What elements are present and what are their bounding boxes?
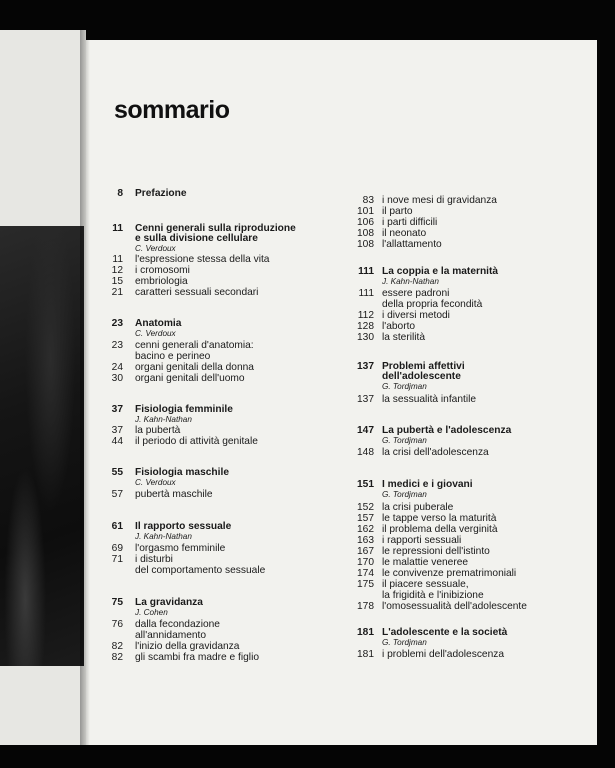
chapter-title: Prefazione (135, 188, 187, 199)
section-title: l'inizio della gravidanza (135, 641, 240, 652)
section-title: il piacere sessuale, (382, 579, 469, 590)
page-number: 151 (357, 479, 374, 490)
page-number: 111 (358, 288, 374, 299)
page-number: 11 (112, 223, 123, 234)
page-number: 175 (357, 579, 374, 590)
page-number: 23 (111, 318, 123, 329)
section-title: all'annidamento (135, 630, 207, 641)
section-title: il periodo di attività genitale (135, 436, 258, 447)
section-title: pubertà maschile (135, 489, 213, 500)
section-title: i parti difficili (382, 217, 438, 228)
page-number: 112 (357, 310, 374, 321)
section-title: la sterilità (382, 332, 426, 343)
page-number: 75 (111, 597, 123, 608)
section-title: l'allattamento (382, 239, 442, 250)
section-title: organi genitali dell'uomo (135, 373, 245, 384)
author-name: J. Kahn-Nathan (135, 415, 192, 424)
section-title: il neonato (382, 228, 427, 239)
page-number: 181 (357, 649, 374, 660)
chapter-title: La gravidanza (135, 597, 203, 608)
section-title: l'espressione stessa della vita (135, 254, 270, 265)
author-name: G. Tordjman (382, 436, 427, 445)
section-title: dalla fecondazione (135, 619, 220, 630)
author-name: G. Tordjman (382, 638, 427, 647)
left-page-photo (0, 226, 84, 666)
author-name: C. Verdoux (135, 329, 176, 338)
chapter-title: dell'adolescente (382, 371, 461, 382)
section-title: i cromosomi (135, 265, 190, 276)
chapter-title: Fisiologia femminile (135, 404, 233, 415)
page-number: 152 (357, 502, 374, 513)
chapter-title: La pubertà e l'adolescenza (382, 425, 512, 436)
page-number: 76 (111, 619, 123, 630)
chapter-title: Fisiologia maschile (135, 467, 229, 478)
section-title: della propria fecondità (382, 299, 483, 310)
section-title: le malattie veneree (382, 557, 469, 568)
section-title: i diversi metodi (382, 310, 450, 321)
page-number: 37 (111, 425, 123, 436)
section-title: essere padroni (382, 288, 450, 299)
page-number: 24 (111, 362, 123, 373)
chapter-title: Il rapporto sessuale (135, 521, 232, 532)
page-number: 162 (357, 524, 374, 535)
section-title: il problema della verginità (382, 524, 498, 535)
section-title: embriologia (135, 276, 188, 287)
page-number: 111 (358, 266, 374, 277)
section-title: la crisi puberale (382, 502, 454, 513)
section-title: l'omosessualità dell'adolescente (382, 601, 527, 612)
section-title: del comportamento sessuale (135, 565, 266, 576)
page-number: 147 (357, 425, 374, 436)
page-number: 157 (357, 513, 374, 524)
section-title: le convivenze prematrimoniali (382, 568, 517, 579)
page-number: 8 (117, 188, 123, 199)
author-name: G. Tordjman (382, 382, 427, 391)
chapter-title: Cenni generali sulla riproduzione (135, 223, 296, 234)
chapter-title: e sulla divisione cellulare (135, 233, 258, 244)
section-title: caratteri sessuali secondari (135, 287, 259, 298)
section-title: bacino e perineo (135, 351, 211, 362)
author-name: J. Cohen (135, 608, 168, 617)
page-number: 163 (357, 535, 374, 546)
page-title: sommario (114, 96, 230, 124)
section-title: le tappe verso la maturità (382, 513, 497, 524)
page-number: 108 (357, 239, 374, 250)
section-title: i rapporti sessuali (382, 535, 462, 546)
chapter-title: L'adolescente e la società (382, 627, 508, 638)
page-number: 128 (357, 321, 374, 332)
page-number: 61 (111, 521, 123, 532)
page-number: 130 (357, 332, 374, 343)
section-title: i disturbi (135, 554, 173, 565)
page-number: 174 (357, 568, 374, 579)
book-gutter (80, 30, 90, 745)
section-title: la crisi dell'adolescenza (382, 447, 489, 458)
chapter-title: Problemi affettivi (382, 361, 465, 372)
section-title: la frigidità e l'inibizione (382, 590, 484, 601)
section-title: i problemi dell'adolescenza (382, 649, 505, 660)
page-number: 44 (111, 436, 123, 447)
author-name: J. Kahn-Nathan (135, 532, 192, 541)
section-title: la sessualità infantile (382, 394, 477, 405)
page-number: 181 (357, 627, 374, 638)
page-number: 148 (357, 447, 374, 458)
page-number: 57 (111, 489, 123, 500)
page-number: 83 (362, 195, 374, 206)
page-number: 82 (111, 641, 123, 652)
page-number: 69 (111, 543, 123, 554)
author-name: J. Kahn-Nathan (382, 277, 439, 286)
section-title: i nove mesi di gravidanza (382, 195, 497, 206)
page-number: 55 (111, 467, 123, 478)
page-number: 106 (357, 217, 374, 228)
section-title: le repressioni dell'istinto (382, 546, 490, 557)
page-number: 30 (111, 373, 123, 384)
author-name: G. Tordjman (382, 490, 427, 499)
page-number: 21 (111, 287, 123, 298)
page-number: 23 (111, 340, 123, 351)
page-number: 170 (357, 557, 374, 568)
chapter-title: La coppia e la maternità (382, 266, 499, 277)
section-title: cenni generali d'anatomia: (135, 340, 254, 351)
section-title: l'orgasmo femminile (135, 543, 226, 554)
section-title: organi genitali della donna (135, 362, 254, 373)
page-number: 101 (357, 206, 374, 217)
page-number: 178 (357, 601, 374, 612)
section-title: gli scambi fra madre e figlio (135, 652, 259, 663)
page-number: 137 (357, 361, 374, 372)
page-number: 11 (112, 254, 123, 265)
page-number: 15 (111, 276, 123, 287)
page-number: 71 (111, 554, 123, 565)
section-title: la pubertà (135, 425, 181, 436)
page-number: 167 (357, 546, 374, 557)
section-title: l'aborto (382, 321, 416, 332)
author-name: C. Verdoux (135, 244, 176, 253)
author-name: C. Verdoux (135, 478, 176, 487)
chapter-title: I medici e i giovani (382, 479, 473, 490)
page-number: 37 (111, 404, 123, 415)
page-number: 137 (357, 394, 374, 405)
page-number: 82 (111, 652, 123, 663)
page-number: 108 (357, 228, 374, 239)
page-number: 12 (111, 265, 123, 276)
chapter-title: Anatomia (135, 318, 182, 329)
section-title: il parto (382, 206, 413, 217)
